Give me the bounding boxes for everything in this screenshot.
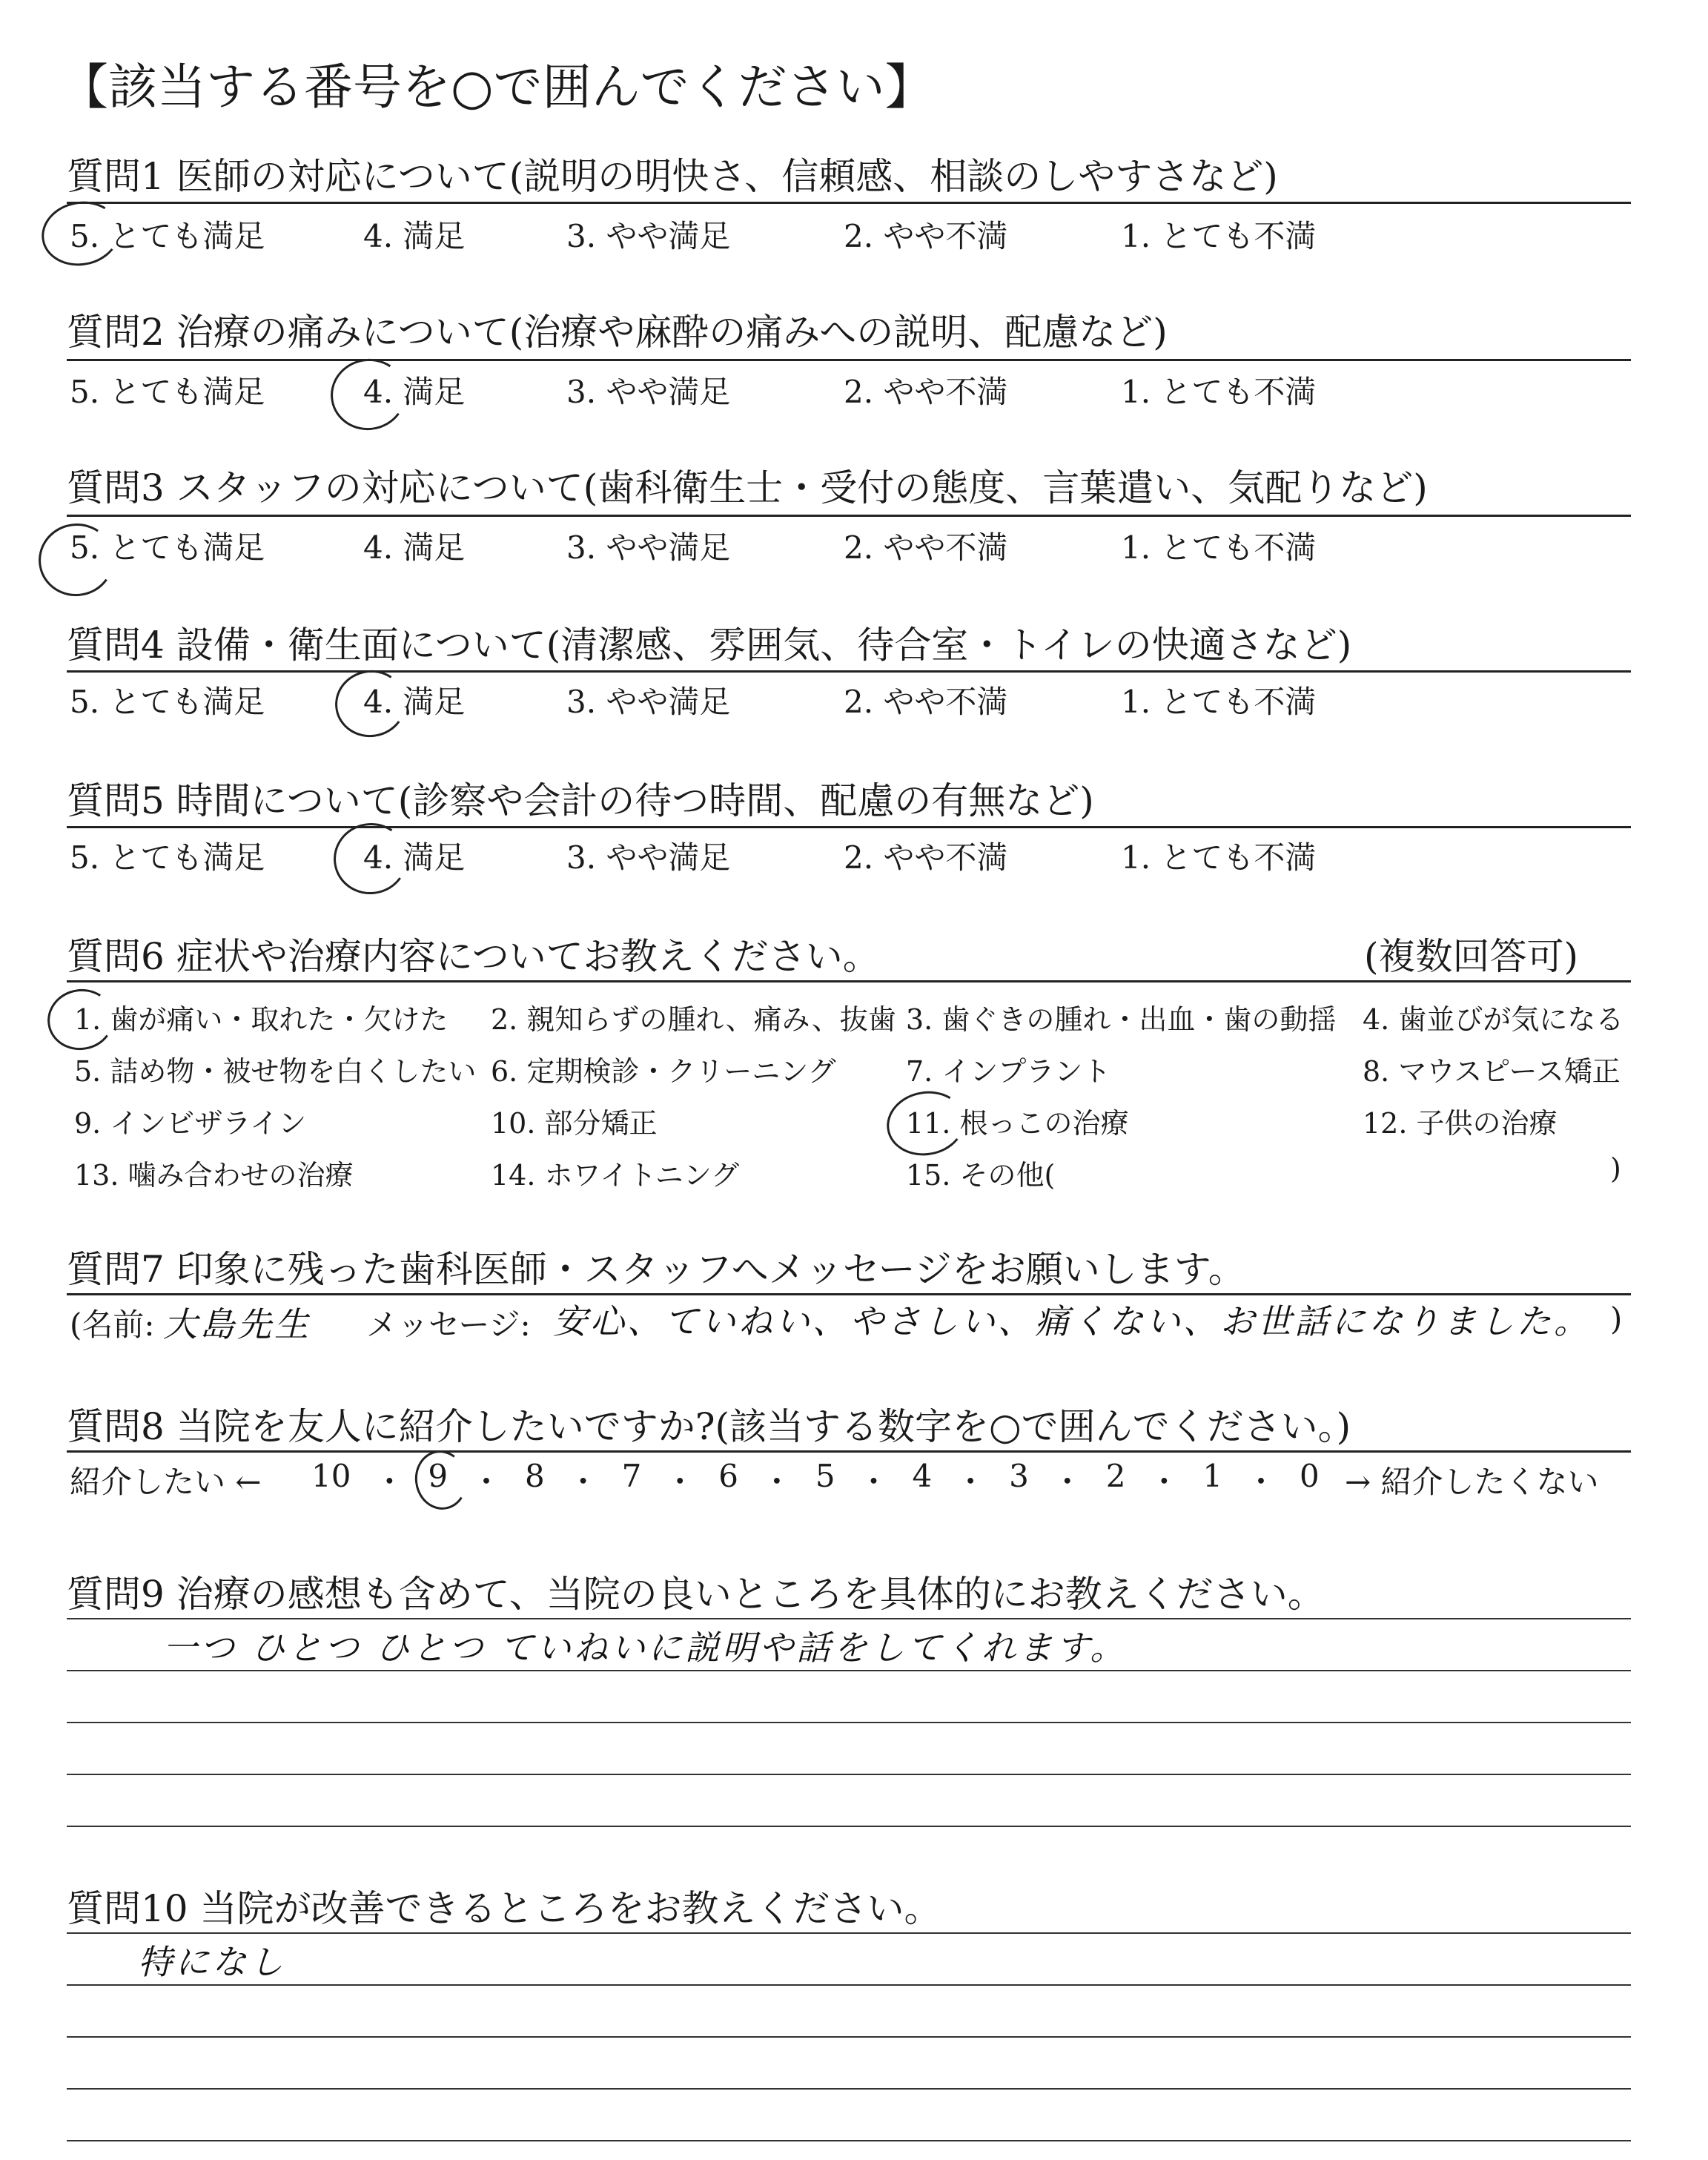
q2-option-5[interactable]: 5. とても満足 <box>70 374 265 410</box>
q4-option-3[interactable]: 3. やや満足 <box>566 684 731 720</box>
question-7-label: 質問7 印象に残った歯科医師・スタッフへメッセージをお願いします。 <box>67 1248 1245 1291</box>
question-6-label: 質問6 症状や治療内容についてお教えください。 <box>67 935 880 978</box>
name-value[interactable]: 大島先生 <box>163 1304 311 1344</box>
question-1-label: 質問1 医師の対応について(説明の明快さ、信頼感、相談のしやすさなど) <box>67 155 1278 198</box>
q2-option-3[interactable]: 3. やや満足 <box>566 374 731 410</box>
scale-number-2[interactable]: 2 <box>1105 1458 1126 1494</box>
selection-circle <box>330 664 411 742</box>
q3-option-5[interactable]: 5. とても満足 <box>70 529 265 566</box>
q6-item-15-close: ) <box>1610 1152 1621 1185</box>
answer-line <box>67 1774 1631 1775</box>
divider <box>67 826 1631 828</box>
divider <box>67 1450 1631 1453</box>
scale-separator: ・ <box>374 1464 406 1500</box>
scale-number-7[interactable]: 7 <box>621 1458 642 1494</box>
answer-line <box>67 1826 1631 1827</box>
q6-item-14[interactable]: 14. ホワイトニング <box>491 1159 740 1192</box>
multiple-answers-note: (複数回答可) <box>1364 935 1579 978</box>
question-5-label: 質問5 時間について(診察や会計の待つ時間、配慮の有無など) <box>67 779 1094 822</box>
message-label: メッセージ: <box>366 1307 531 1343</box>
q1-option-2[interactable]: 2. やや不満 <box>844 218 1008 254</box>
answer-line <box>67 2088 1631 2090</box>
q2-option-1[interactable]: 1. とても不満 <box>1121 374 1317 410</box>
q6-item-15[interactable]: 15. その他( <box>906 1159 1056 1192</box>
q1-option-3[interactable]: 3. やや満足 <box>566 218 731 254</box>
answer-line <box>67 1932 1631 1934</box>
q6-item-10[interactable]: 10. 部分矯正 <box>491 1107 658 1140</box>
q6-item-13[interactable]: 13. 噛み合わせの治療 <box>74 1159 354 1192</box>
q6-item-12[interactable]: 12. 子供の治療 <box>1363 1107 1558 1140</box>
answer-line <box>67 2140 1631 2141</box>
q6-item-8[interactable]: 8. マウスピース矯正 <box>1363 1055 1621 1088</box>
divider <box>67 980 1631 982</box>
scale-separator: ・ <box>1245 1464 1277 1500</box>
selection-circle <box>881 1085 970 1161</box>
name-label: (名前: <box>70 1307 155 1343</box>
q4-option-4[interactable]: 4. 満足 <box>363 684 466 720</box>
question-3-label: 質問3 スタッフの対応について(歯科衛生士・受付の態度、言葉遣い、気配りなど) <box>67 466 1428 509</box>
q6-item-3[interactable]: 3. 歯ぐきの腫れ・出血・歯の動揺 <box>906 1003 1337 1036</box>
scale-separator: ・ <box>664 1464 696 1500</box>
scale-number-3[interactable]: 3 <box>1009 1458 1029 1494</box>
selection-circle <box>328 817 413 900</box>
divider <box>67 359 1631 361</box>
selection-circle <box>411 1447 472 1514</box>
q10-answer[interactable]: 特になし <box>138 1942 286 1982</box>
scale-left-label: 紹介したい ← <box>70 1464 262 1500</box>
answer-line <box>67 1670 1631 1671</box>
answer-line <box>67 1618 1631 1619</box>
divider <box>67 670 1631 673</box>
answer-line <box>67 1984 1631 1986</box>
scale-separator: ・ <box>1148 1464 1180 1500</box>
page-title: 【該当する番号を○で囲んでください】 <box>59 59 934 116</box>
scale-separator: ・ <box>761 1464 792 1500</box>
divider <box>67 202 1631 204</box>
selection-circle <box>43 984 119 1055</box>
q6-item-7[interactable]: 7. インプラント <box>906 1055 1111 1088</box>
scale-separator: ・ <box>858 1464 890 1500</box>
scale-number-1[interactable]: 1 <box>1202 1458 1223 1494</box>
q1-option-4[interactable]: 4. 満足 <box>363 218 466 254</box>
q5-option-4[interactable]: 4. 満足 <box>363 839 466 876</box>
q9-answer[interactable]: 一つ ひとつ ひとつ ていねいに説明や話をしてくれます。 <box>163 1628 1128 1668</box>
question-10-label: 質問10 当院が改善できるところをお教えください。 <box>67 1887 941 1930</box>
selection-circle <box>325 353 411 436</box>
q3-option-2[interactable]: 2. やや不満 <box>844 529 1008 566</box>
q4-option-1[interactable]: 1. とても不満 <box>1121 684 1317 720</box>
scale-number-10[interactable]: 10 <box>311 1458 351 1494</box>
q6-item-1[interactable]: 1. 歯が痛い・取れた・欠けた <box>74 1003 448 1036</box>
q6-item-9[interactable]: 9. インビザライン <box>74 1107 307 1140</box>
q2-option-2[interactable]: 2. やや不満 <box>844 374 1008 410</box>
scale-number-5[interactable]: 5 <box>815 1458 835 1494</box>
question-4-label: 質問4 設備・衛生面について(清潔感、雰囲気、待合室・トイレの快適さなど) <box>67 624 1352 667</box>
q5-option-5[interactable]: 5. とても満足 <box>70 839 265 876</box>
question-8-label: 質問8 当院を友人に紹介したいですか?(該当する数字を○で囲んでください。) <box>67 1405 1351 1448</box>
divider <box>67 515 1631 517</box>
answer-line <box>67 2036 1631 2038</box>
q6-item-6[interactable]: 6. 定期検診・クリーニング <box>491 1055 836 1088</box>
message-value[interactable]: 安心、ていねい、やさしい、痛くない、お世話になりました。 <box>553 1301 1591 1341</box>
scale-number-4[interactable]: 4 <box>912 1458 933 1494</box>
message-close: ) <box>1610 1301 1623 1337</box>
scale-number-6[interactable]: 6 <box>718 1458 738 1494</box>
q2-option-4[interactable]: 4. 満足 <box>363 374 466 410</box>
q3-option-4[interactable]: 4. 満足 <box>363 529 466 566</box>
question-9-label: 質問9 治療の感想も含めて、当院の良いところを具体的にお教えください。 <box>67 1573 1325 1616</box>
scale-separator: ・ <box>567 1464 599 1500</box>
q3-option-1[interactable]: 1. とても不満 <box>1121 529 1317 566</box>
q5-option-3[interactable]: 3. やや満足 <box>566 839 731 876</box>
q6-item-11[interactable]: 11. 根っこの治療 <box>906 1107 1129 1140</box>
scale-separator: ・ <box>955 1464 987 1500</box>
q4-option-5[interactable]: 5. とても満足 <box>70 684 265 720</box>
q4-option-2[interactable]: 2. やや不満 <box>844 684 1008 720</box>
q6-item-2[interactable]: 2. 親知らずの腫れ、痛み、抜歯 <box>491 1003 896 1036</box>
q1-option-5[interactable]: 5. とても満足 <box>70 218 265 254</box>
q6-item-5[interactable]: 5. 詰め物・被せ物を白くしたい <box>74 1055 477 1088</box>
q3-option-3[interactable]: 3. やや満足 <box>566 529 731 566</box>
question-2-label: 質問2 治療の痛みについて(治療や麻酔の痛みへの説明、配慮など) <box>67 311 1168 354</box>
q5-option-1[interactable]: 1. とても不満 <box>1121 839 1317 876</box>
q1-option-1[interactable]: 1. とても不満 <box>1121 218 1317 254</box>
answer-line <box>67 1722 1631 1723</box>
scale-separator: ・ <box>1051 1464 1083 1500</box>
q5-option-2[interactable]: 2. やや不満 <box>844 839 1008 876</box>
scale-number-0[interactable]: 0 <box>1299 1458 1320 1494</box>
scale-separator: ・ <box>471 1464 503 1500</box>
selection-circle <box>36 195 125 271</box>
scale-number-9[interactable]: 9 <box>428 1458 448 1494</box>
scale-right-label: → 紹介したくない <box>1345 1464 1599 1500</box>
scale-number-8[interactable]: 8 <box>524 1458 545 1494</box>
q6-item-4[interactable]: 4. 歯並びが気になる <box>1363 1003 1624 1036</box>
